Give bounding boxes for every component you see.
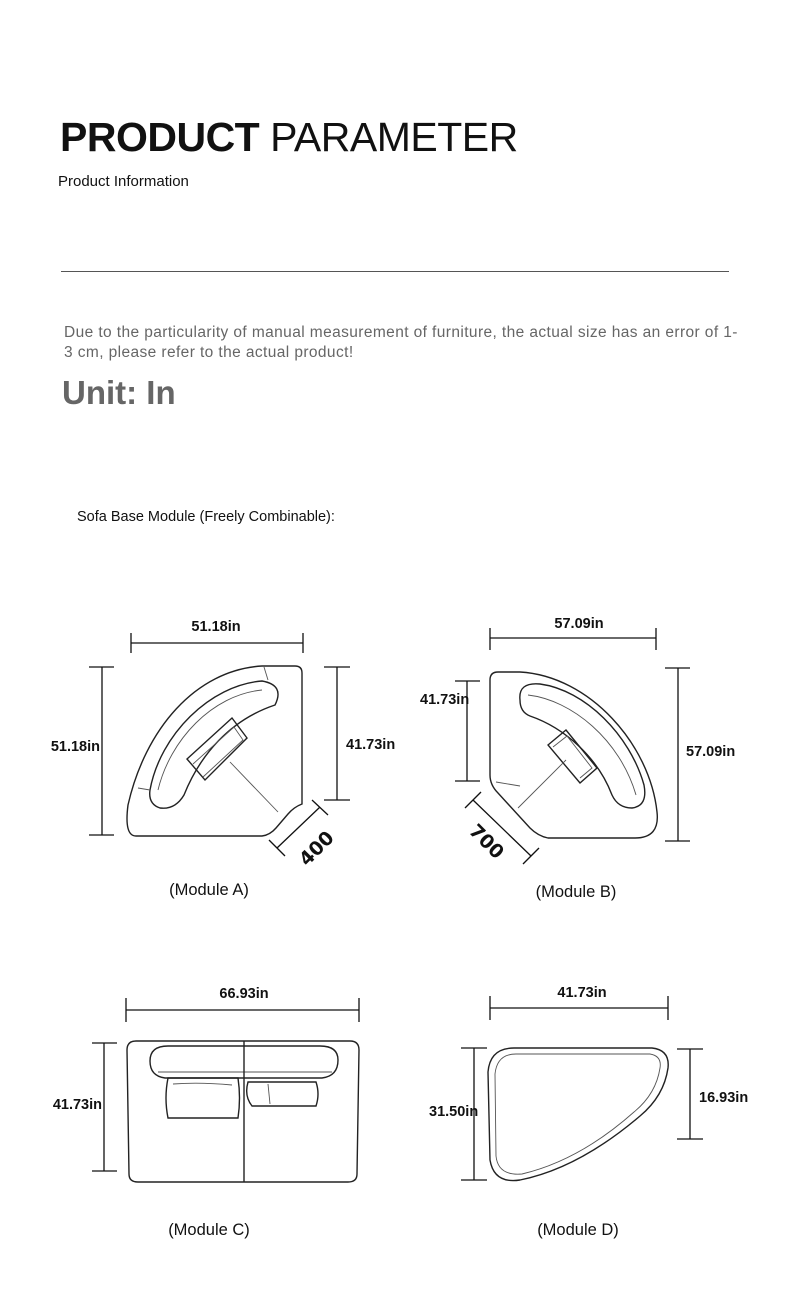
- section-label: Sofa Base Module (Freely Combinable):: [77, 509, 335, 525]
- module-d-caption: (Module D): [537, 1221, 619, 1239]
- module-d-left-height: 31.50in: [429, 1104, 479, 1120]
- module-c-drawing: [92, 998, 359, 1182]
- module-b-left-height: 41.73in: [420, 692, 470, 708]
- module-c-left-height: 41.73in: [52, 1097, 102, 1113]
- module-b-right-height: 57.09in: [686, 744, 736, 760]
- title-bold: PRODUCT: [60, 114, 260, 160]
- module-b-drawing: [455, 628, 690, 864]
- unit-label: Unit: In: [62, 374, 176, 411]
- module-c-width: 66.93in: [219, 986, 269, 1002]
- measurement-notice: Due to the particularity of manual measurement of furniture, the actual size has an error of 1-3 cm, please refer to the actual product!: [64, 324, 738, 361]
- module-a-right-height: 41.73in: [346, 737, 396, 753]
- module-a-left-height: 51.18in: [50, 739, 100, 755]
- module-b-width: 57.09in: [554, 616, 604, 632]
- page-subtitle: Product Information: [58, 173, 189, 190]
- module-d-width: 41.73in: [557, 985, 607, 1001]
- module-a-caption: (Module A): [169, 881, 249, 899]
- module-d-right-height: 16.93in: [699, 1090, 749, 1106]
- module-c-caption: (Module C): [168, 1221, 250, 1239]
- module-b-caption: (Module B): [535, 883, 617, 901]
- module-a-drawing: [89, 633, 350, 856]
- title-light: PARAMETER: [270, 114, 518, 160]
- module-b-diagonal: 700: [464, 819, 509, 864]
- module-a-diagonal: 400: [294, 826, 339, 871]
- module-a-width: 51.18in: [191, 619, 241, 635]
- module-d-drawing: [461, 996, 703, 1181]
